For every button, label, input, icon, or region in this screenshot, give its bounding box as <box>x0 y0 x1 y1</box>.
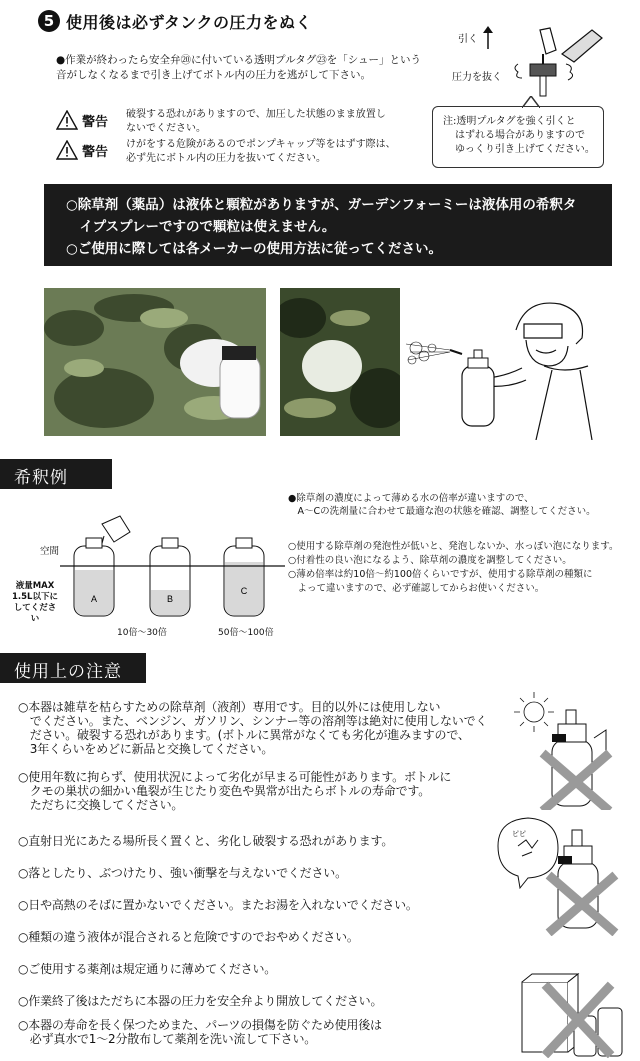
chemical-containers-prohibited-illustration <box>518 972 628 1058</box>
person-spraying-illustration <box>404 290 594 440</box>
caution-line: ださい。破裂する恐れがあります。(ボトルに異常がなくても劣化が進みますので、 <box>18 728 470 742</box>
caution-item: ○落としたり、ぶつけたり、強い衝撃を与えないでください。 <box>18 866 347 880</box>
dilution-list-line: ○付着性の良い泡になるよう、除草剤の濃度を調整してください。 <box>288 555 572 566</box>
caution-line: クモの巣状の細かい亀裂が生じたり変色や異常が出たらボトルの寿命です。 <box>18 784 431 798</box>
note-line: はずれる場合がありますので <box>455 130 585 141</box>
dilution-note-line: ●除草剤の濃度によって薄める水の倍率が違いますので、 <box>288 493 534 504</box>
section5-body-line: ●作業が終わったら安全弁⑳に付いている透明プルタグ㉓を「シュー」という <box>56 54 422 66</box>
max-line: 液量MAX <box>15 581 55 591</box>
warning-label: 警告 <box>82 145 109 160</box>
herbicide-notice-banner <box>44 184 612 266</box>
warning-line: 必ず先にボトル内の圧力を抜いてください。 <box>126 153 326 164</box>
dilution-bottles-diagram <box>60 510 285 622</box>
warning-text <box>126 138 426 166</box>
warning-icon <box>56 140 78 160</box>
foam-on-weeds-photo <box>280 288 400 436</box>
dilution-list-line: ○使用する除草剤の発泡性が低いと、発泡しないか、水っぽい泡になります。 <box>288 541 619 552</box>
dilution-list-line: ○薄め倍率は約10倍～約100倍くらいですが、使用する除草剤の種類に <box>288 569 593 580</box>
dilution-heading: 希釈例 <box>0 459 112 489</box>
caution-item: ○直射日光にあたる場所長く置くと、劣化し破裂する恐れがあります。 <box>18 834 394 848</box>
warning-text <box>126 108 426 136</box>
section5-body <box>56 53 442 83</box>
note-callout <box>432 106 604 168</box>
note-line: ゆっくり引き上げてください。 <box>455 144 595 155</box>
step-number-badge: 5 <box>38 10 60 32</box>
pull-label: 引く <box>458 34 478 45</box>
banner-line: イプスプレーですので顆粒は使えません。 <box>66 219 336 235</box>
banner-line: ○ご使用に際しては各メーカーの使用方法に従ってください。 <box>66 241 443 257</box>
note-line: 注:透明プルタグを強く引くと <box>443 116 576 127</box>
max-volume-label <box>10 581 60 625</box>
banner-line: ○除草剤（薬品）は液体と顆粒がありますが、ガーデンフォーミーは液体用の希釈タ <box>66 197 577 213</box>
arrow-up-icon <box>482 26 494 50</box>
warning-line: 破裂する恐れがありますので、加圧した状態のまま放置し <box>126 109 386 120</box>
warning-line: けがをする危険があるのでポンプキャップ等をはずす際は、 <box>126 139 396 150</box>
caution-line: ○本器の寿命を長く保つためまた、パーツの損傷を防ぐため使用後は <box>18 1018 382 1032</box>
caution-line: ○本器は雑草を枯らすための除草剤（液剤）専用です。目的以外には使用しない <box>18 700 441 714</box>
section5-body-line: 音がしなくなるまで引き上げてボトル内の圧力を逃がして下さい。 <box>56 69 371 81</box>
section5-title: 使用後は必ずタンクの圧力をぬく <box>66 13 313 32</box>
warning-line: ないでください。 <box>126 123 206 134</box>
caution-line: でください。また、ベンジン、ガソリン、シンナー等の溶剤等は絶対に使用しないでく <box>18 714 488 728</box>
spraying-weeds-photo <box>44 288 266 436</box>
caution-item <box>18 700 502 756</box>
crack-sound-label: ピピ <box>512 831 526 838</box>
ratio-label: 10倍～30倍 <box>117 628 167 638</box>
dilution-note-line: A～Cの洗剤量に合わせて最適な泡の状態を確認、調整してください。 <box>288 506 596 517</box>
caution-item <box>18 1018 502 1046</box>
bottle-label-a: A <box>90 594 98 604</box>
caution-line: ○使用年数に拘らず、使用状況によって劣化が早まる可能性があります。ボトルに <box>18 770 452 784</box>
caution-line: 3年くらいをめどに新品と交換してください。 <box>18 742 274 756</box>
space-label: 空間 <box>40 546 60 557</box>
warning-block <box>56 108 416 142</box>
bottle-label-c: C <box>240 586 248 596</box>
caution-line: 必ず真水で1～2分散布して薬剤を洗い流して下さい。 <box>18 1032 317 1046</box>
warning-icon <box>56 110 78 130</box>
max-line: してください <box>13 603 57 624</box>
pull-tag-diagram <box>452 24 612 98</box>
caution-item <box>18 770 502 812</box>
dilution-note <box>288 492 628 518</box>
max-line: 1.5L以下に <box>12 592 58 602</box>
caution-line: ただちに交換してください。 <box>18 798 184 812</box>
caution-item: ○種類の違う液体が混合されると危険ですのでおやめください。 <box>18 930 359 944</box>
dropped-bottle-prohibited-illustration <box>494 816 628 936</box>
caution-item: ○日や高熱のそばに置かないでください。またお湯を入れないでください。 <box>18 898 418 912</box>
dilution-list <box>288 540 633 596</box>
caution-item: ○ご使用する薬剤は規定通りに薄めてください。 <box>18 962 277 976</box>
caution-heading: 使用上の注意 <box>0 653 146 683</box>
valve-hand-icon <box>510 24 610 98</box>
warning-block <box>56 138 416 172</box>
release-label: 圧力を抜く <box>452 72 502 83</box>
dilution-list-line: よって違いますので、必ず確認してからお使いください。 <box>288 583 545 594</box>
bottle-label-b: B <box>166 594 174 604</box>
caution-item: ○作業終了後はただちに本器の圧力を安全弁より開放してください。 <box>18 994 383 1008</box>
ratio-label: 50倍～100倍 <box>218 628 274 638</box>
sunlight-prohibited-illustration <box>508 690 628 810</box>
warning-label: 警告 <box>82 115 109 130</box>
